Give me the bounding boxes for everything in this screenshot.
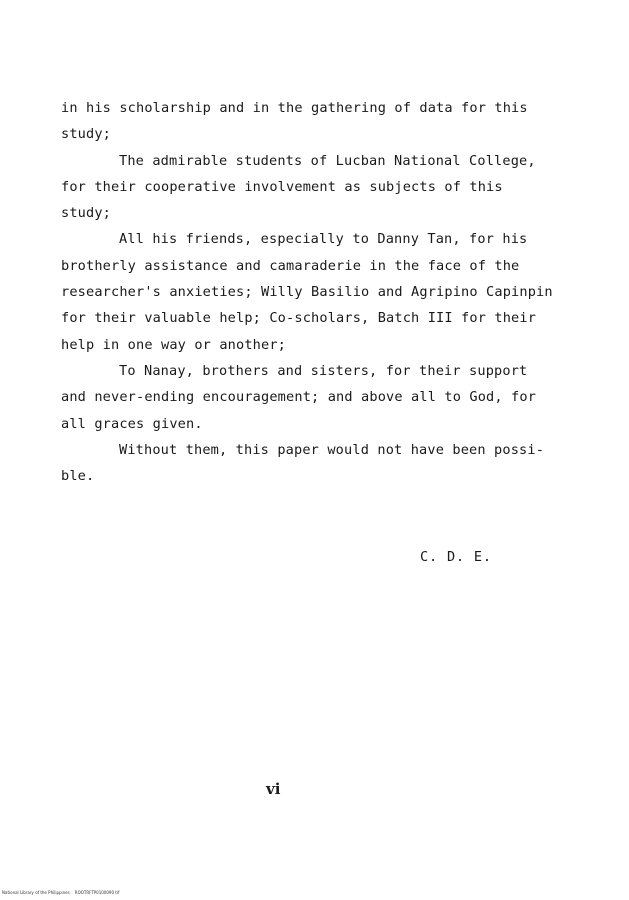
text-line: for their cooperative involvement as subjects of this — [61, 178, 503, 195]
text-line: All his friends, especially to Danny Tan, for his — [119, 231, 528, 248]
scan-footer: National Library of the Philippines ROOTRFTP0100090 tif — [2, 890, 120, 895]
text-line: Without them, this paper would not have been possi- — [119, 441, 545, 458]
text-line: brotherly assistance and camaraderie in the face of the — [61, 257, 520, 274]
text-line: To Nanay, brothers and sisters, for their support — [119, 362, 528, 379]
text-line: ble. — [61, 468, 95, 485]
text-line: study; — [61, 205, 112, 222]
text-line: all graces given. — [61, 415, 203, 432]
text-line: researcher's anxieties; Willy Basilio and Agripino Capinpin — [61, 284, 553, 301]
text-line: for their valuable help; Co-scholars, Batch III for their — [61, 310, 537, 327]
text-line: The admirable students of Lucban National College, — [119, 152, 536, 169]
text-line: study; — [61, 126, 112, 143]
page-number: vi — [266, 780, 281, 798]
author-initials: C. D. E. — [420, 549, 492, 565]
acknowledgment-text — [61, 95, 553, 489]
text-line: and never-ending encouragement; and above all to God, for — [61, 389, 537, 406]
text-line: help in one way or another; — [61, 336, 287, 353]
text-line: in his scholarship and in the gathering of data for this — [61, 100, 528, 116]
